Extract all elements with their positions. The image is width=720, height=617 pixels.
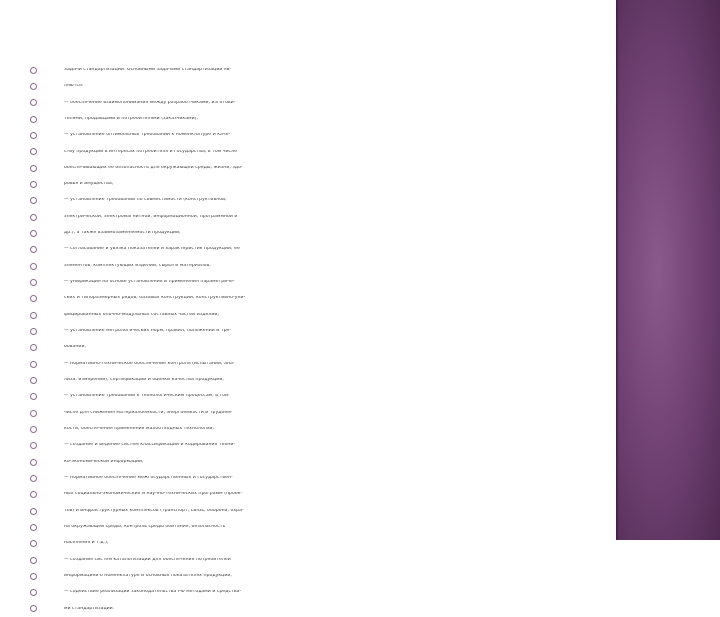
list-item <box>30 421 280 437</box>
list-item <box>30 601 280 617</box>
bullet-icon <box>30 328 37 335</box>
bullet-icon <box>30 508 37 515</box>
bullet-icon <box>30 589 37 596</box>
list-item <box>30 193 280 209</box>
list-item <box>30 111 280 127</box>
list-item-text: — нормативное обеспечение межгосударственных и государствен- <box>64 476 233 481</box>
bullet-icon <box>30 181 37 188</box>
bullet-icon <box>30 230 37 237</box>
list-item <box>30 389 280 405</box>
list-item-text: — установление требований к технологическим процессам, в том <box>64 394 229 399</box>
list-item <box>30 585 280 601</box>
bullet-icon <box>30 67 37 74</box>
list-item-text: числе для снижения материалоемкости, энергоемкости и трудоем- <box>64 410 233 415</box>
list-item <box>30 258 280 274</box>
list-item-text: Задачи стандартизации. Основными задачами стандартизации яв- <box>64 67 232 72</box>
list-item <box>30 291 280 307</box>
bullet-icon <box>30 524 37 531</box>
list-item-text: ми стандартизации. <box>64 606 115 611</box>
list-item-text: — установление требований по совместимости (конструктивной, <box>64 198 227 203</box>
list-item <box>30 503 280 519</box>
list-item <box>30 405 280 421</box>
bullet-icon <box>30 475 37 482</box>
list-item <box>30 78 280 94</box>
list-item-text: — содействие реализации законодательства РФ методами и средства- <box>64 590 242 595</box>
list-item-text: др.), а также взаимозаменяемости продукции; <box>64 231 181 236</box>
list-item-text: — установление метрологических норм, правил, положений и тре- <box>64 329 232 334</box>
bullet-icon <box>30 312 37 319</box>
list-item-text: электрической, электромагнитной, информационной, программной и <box>64 214 238 219</box>
list-item-text: — обеспечение взаимопонимания между разработчиками, изготови- <box>64 100 236 105</box>
bullet-icon <box>30 491 37 498</box>
bullet-icon <box>30 83 37 90</box>
bullet-icon <box>30 132 37 139</box>
list-item-text: кости, обеспечения применения малоотходных технологий; <box>64 427 214 432</box>
list-item-text: ровья и имущества; <box>64 182 114 187</box>
list-item <box>30 95 280 111</box>
list-item <box>30 552 280 568</box>
bullet-icon <box>30 263 37 270</box>
list-item <box>30 568 280 584</box>
bullet-icon <box>30 148 37 155</box>
list-item <box>30 438 280 454</box>
list-item-text: — унификация на основе установления и применения параметриче- <box>64 280 235 285</box>
list-item-text: ко-экономической информации; <box>64 459 144 464</box>
list-item-text: — нормативно-техническое обеспечение контроля (испытаний, ана- <box>64 361 235 366</box>
bullet-icon <box>30 557 37 564</box>
list-item-text: фицированных блочно-модульных составных частей изделий; <box>64 312 219 317</box>
bullet-icon <box>30 344 37 351</box>
list-item-text: — создание систем каталогизации для обеспечения потребителей <box>64 557 231 562</box>
list-item-text: лиза, измерений), сертификации и оценки качества продукции; <box>64 378 224 383</box>
panel-edge-shadow <box>616 0 619 540</box>
decorative-side-panel <box>616 0 720 540</box>
list-item <box>30 209 280 225</box>
bullet-icon <box>30 99 37 106</box>
bullet-icon <box>30 442 37 449</box>
bullet-list <box>30 62 280 617</box>
bullet-icon <box>30 295 37 302</box>
list-item <box>30 470 280 486</box>
list-item-text: ляются: <box>64 84 84 89</box>
bullet-icon <box>30 410 37 417</box>
list-item-text: — установление оптимальных требований к номенклатуре и каче- <box>64 133 231 138</box>
list-item <box>30 62 280 78</box>
bullet-icon <box>30 605 37 612</box>
list-item-text: информацией о номенклатуре и основных показателях продукции; <box>64 574 233 579</box>
list-item <box>30 323 280 339</box>
list-item <box>30 307 280 323</box>
list-item <box>30 144 280 160</box>
list-item <box>30 454 280 470</box>
bullet-icon <box>30 426 37 433</box>
list-item <box>30 274 280 290</box>
list-item-text: ских и типоразмерных рядов, базовых конструкций, конструктивно-уни- <box>64 296 246 301</box>
list-item-text: ных социально-экономических и научно-технических программ (проек- <box>64 492 243 497</box>
list-item-text: населения и т.д.); <box>64 541 109 546</box>
bullet-icon <box>30 246 37 253</box>
list-item <box>30 176 280 192</box>
list-item-text: телями, продавцами и потребителями (заказчиками); <box>64 116 199 121</box>
list-item-text: тов) и инфраструктурных комплексов (транспорт, связь, оборона, охра- <box>64 508 244 513</box>
bullet-icon <box>30 361 37 368</box>
list-item <box>30 242 280 258</box>
list-item-text: ству продукции в интересах потребителя и государства, в том числе <box>64 149 237 154</box>
bullet-icon <box>30 214 37 221</box>
list-item-text: — создание и ведение систем классификации и кодирования техни- <box>64 443 236 448</box>
list-item-text: бований; <box>64 345 87 350</box>
list-item <box>30 127 280 143</box>
list-item-text: — согласование и увязка показателей и характеристик продукции, ее <box>64 247 240 252</box>
list-item <box>30 225 280 241</box>
list-item <box>30 372 280 388</box>
bullet-icon <box>30 116 37 123</box>
list-item <box>30 487 280 503</box>
list-item <box>30 356 280 372</box>
list-item <box>30 536 280 552</box>
list-item <box>30 519 280 535</box>
bullet-icon <box>30 279 37 286</box>
bullet-icon <box>30 393 37 400</box>
bullet-icon <box>30 540 37 547</box>
bullet-icon <box>30 459 37 466</box>
bullet-icon <box>30 573 37 580</box>
bullet-icon <box>30 377 37 384</box>
list-item-text: элементов, комплектующих изделий, сырья и материалов; <box>64 263 211 268</box>
list-item <box>30 340 280 356</box>
bullet-icon <box>30 165 37 172</box>
bullet-icon <box>30 197 37 204</box>
list-item-text: обеспечивающих ее безопасность для окружающей среды, жизни, здо- <box>64 165 243 170</box>
list-item-text: на окружающей среды, контроль среды обитания, безопасность <box>64 525 226 530</box>
list-item <box>30 160 280 176</box>
